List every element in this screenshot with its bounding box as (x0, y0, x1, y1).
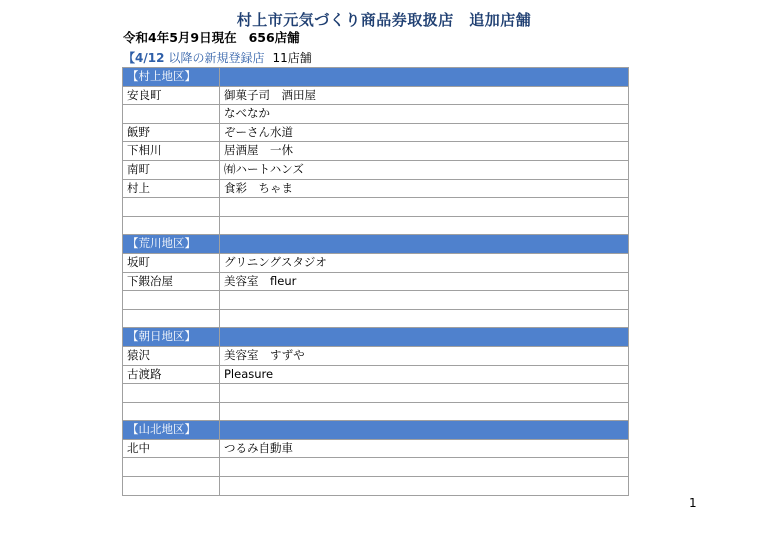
town-cell (123, 309, 220, 328)
shop-cell: ぞーさん水道 (220, 123, 629, 142)
area-header-row (123, 421, 629, 440)
table-row (123, 142, 629, 161)
town-cell: 猿沢 (123, 346, 220, 365)
town-cell: 古渡路 (123, 365, 220, 384)
area-header-row (123, 235, 629, 254)
table-row (123, 253, 629, 272)
shop-cell (220, 402, 629, 421)
store-table (122, 67, 629, 496)
shop-cell: グリニングスタジオ (220, 253, 629, 272)
shop-cell (220, 291, 629, 310)
shop-cell (220, 328, 629, 347)
town-cell (123, 384, 220, 403)
shop-cell: 御菓子司 酒田屋 (220, 86, 629, 105)
shop-cell (220, 458, 629, 477)
table-row (123, 123, 629, 142)
town-cell: 北中 (123, 439, 220, 458)
table-row (123, 458, 629, 477)
table-row (123, 309, 629, 328)
shop-cell: つるみ自動車 (220, 439, 629, 458)
table-row (123, 365, 629, 384)
shop-cell (220, 198, 629, 217)
town-cell: 南町 (123, 160, 220, 179)
as-of-date: 令和4年5月9日現在 (123, 30, 237, 45)
table-row (123, 272, 629, 291)
note-count: 11店舗 (272, 51, 312, 65)
town-cell (123, 198, 220, 217)
page-title: 村上市元気づくり商品券取扱店 追加店舗 (236, 11, 532, 29)
shop-cell (220, 421, 629, 440)
table-row (123, 402, 629, 421)
town-cell (123, 477, 220, 496)
new-registration-note (123, 49, 312, 66)
note-date: 【4/12 (123, 51, 165, 65)
table-row (123, 346, 629, 365)
area-header-row (123, 68, 629, 87)
town-cell: 坂町 (123, 253, 220, 272)
town-cell (123, 291, 220, 310)
note-label: 以降の新規登録店 (168, 51, 265, 65)
shop-cell: 美容室 fleur (220, 272, 629, 291)
town-cell: 飯野 (123, 123, 220, 142)
shop-cell (220, 309, 629, 328)
town-cell: 村上 (123, 179, 220, 198)
table-row (123, 160, 629, 179)
shop-cell: 美容室 すずや (220, 346, 629, 365)
area-name: 【朝日地区】 (123, 328, 220, 347)
town-cell (123, 105, 220, 124)
shop-cell (220, 216, 629, 235)
town-cell: 安良町 (123, 86, 220, 105)
town-cell (123, 402, 220, 421)
table-row (123, 384, 629, 403)
store-table-body (123, 68, 629, 496)
area-name: 【荒川地区】 (123, 235, 220, 254)
town-cell: 下相川 (123, 142, 220, 161)
subtitle (123, 28, 300, 46)
total-count: 656店舗 (248, 30, 300, 45)
area-header-row (123, 328, 629, 347)
town-cell (123, 458, 220, 477)
shop-cell: ㈲ハートハンズ (220, 160, 629, 179)
table-row (123, 439, 629, 458)
shop-cell: 居酒屋 一休 (220, 142, 629, 161)
page-number: 1 (689, 496, 697, 510)
shop-cell (220, 477, 629, 496)
table-row (123, 86, 629, 105)
table-row (123, 477, 629, 496)
table-row (123, 105, 629, 124)
table-row (123, 198, 629, 217)
town-cell (123, 216, 220, 235)
shop-cell: なべなか (220, 105, 629, 124)
shop-cell: Pleasure (220, 365, 629, 384)
area-name: 【村上地区】 (123, 68, 220, 87)
shop-cell (220, 384, 629, 403)
town-cell: 下鍜冶屋 (123, 272, 220, 291)
table-row (123, 216, 629, 235)
area-name: 【山北地区】 (123, 421, 220, 440)
shop-cell (220, 235, 629, 254)
table-row (123, 179, 629, 198)
shop-cell: 食彩 ちゃま (220, 179, 629, 198)
shop-cell (220, 68, 629, 87)
table-row (123, 291, 629, 310)
